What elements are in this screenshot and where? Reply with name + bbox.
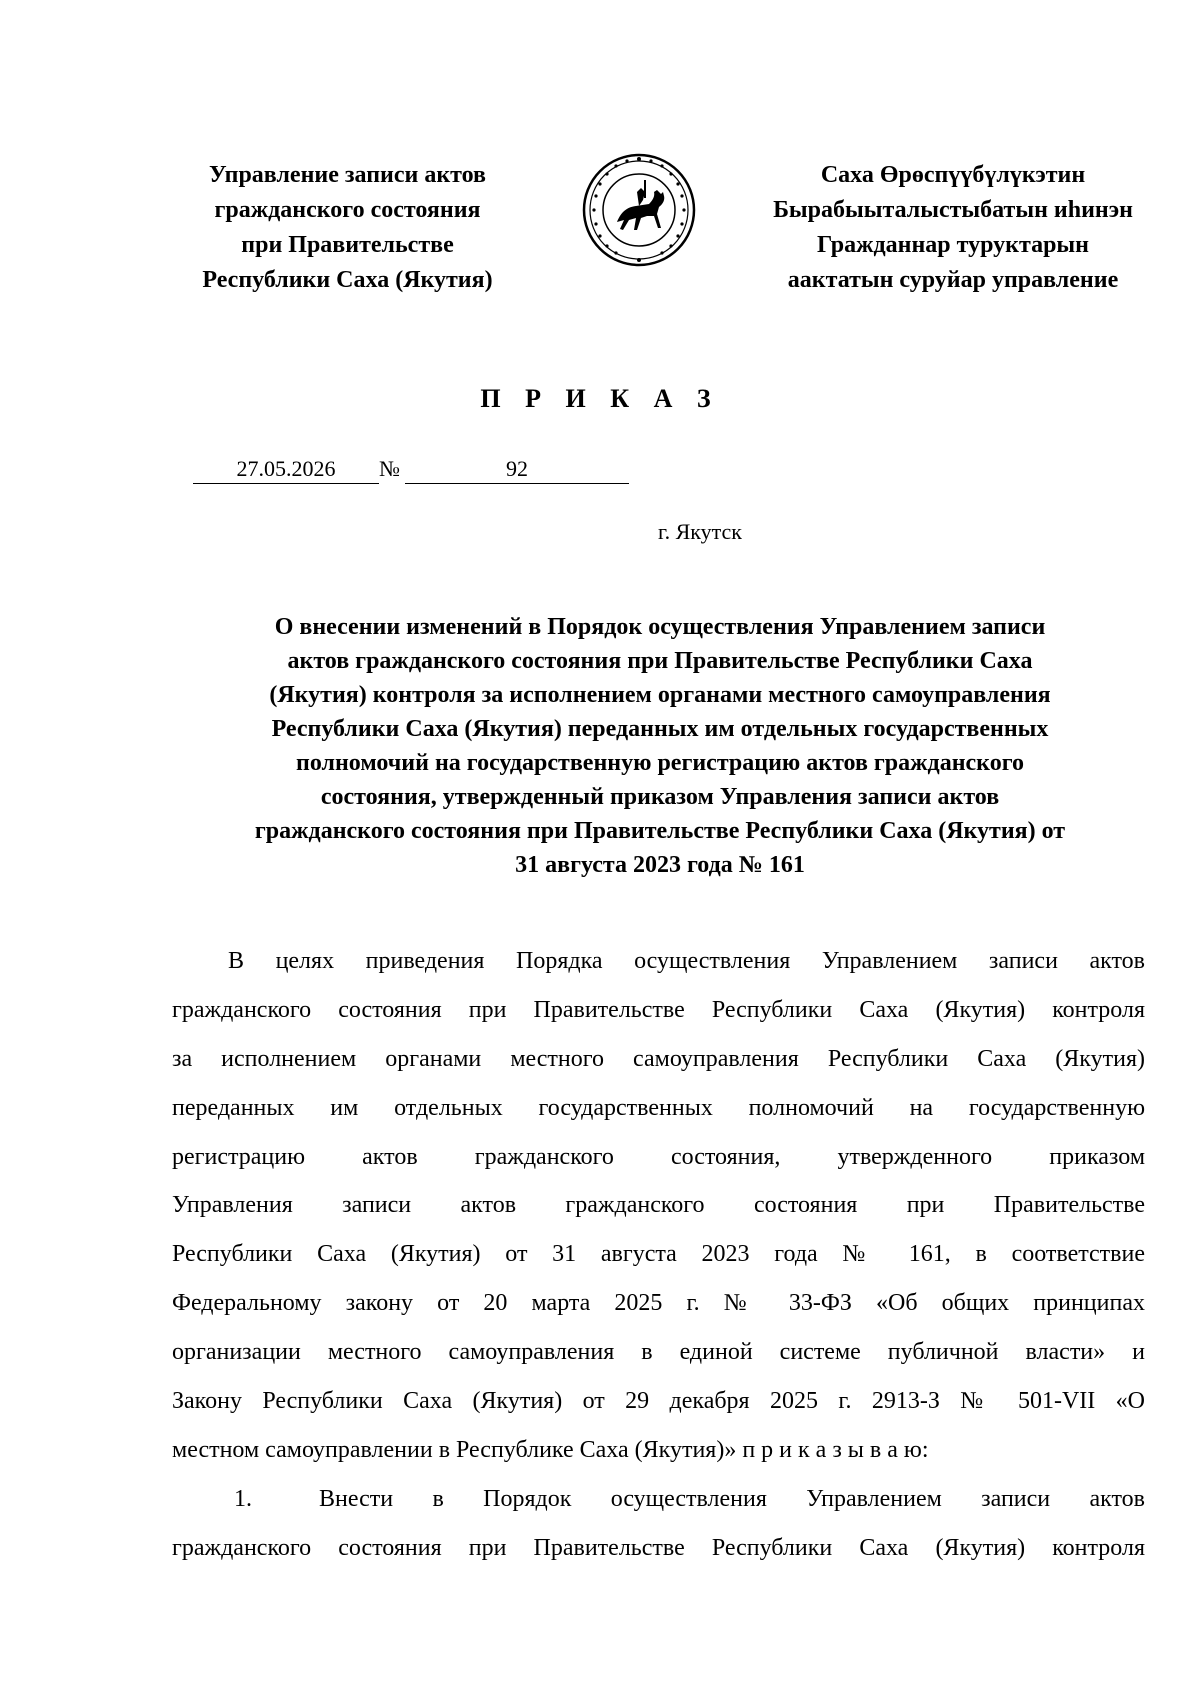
order-date-number-line	[193, 455, 633, 485]
list-item-text: Внести в Порядок осуществления Управлением записи актов	[319, 1485, 1145, 1512]
org-ru-line-3: при Правительстве	[241, 232, 454, 258]
city: г. Якутск	[658, 519, 742, 544]
order-date: 27.05.2026	[193, 455, 379, 484]
subject-line: состояния, утвержденный приказом Управления записи актов	[320, 784, 1000, 810]
org-ru-line-1: Управление записи актов	[208, 162, 487, 188]
list-item-1	[172, 1475, 1145, 1524]
org-ru-line-2: гражданского состояния	[214, 197, 481, 223]
subject-line: гражданского состояния при Правительстве Республики Саха (Якутия) от	[254, 818, 1066, 844]
subject-line: актов гражданского состояния при Правительстве Республики Саха	[287, 648, 1033, 674]
body-line: переданных им отдельных государственных полномочий на государственную	[172, 1094, 1145, 1121]
body-line: В целях приведения Порядка осуществления Управлением записи актов	[228, 948, 1145, 974]
list-item-number: 1.	[234, 1485, 252, 1512]
subject-line: Республики Саха (Якутия) переданных им отдельных государственных	[271, 716, 1049, 742]
body-line: Республики Саха (Якутия) от 31 августа 2023 года № 161, в соответствие	[172, 1241, 1145, 1268]
number-sign: №	[379, 456, 400, 481]
order-body	[172, 937, 1145, 1573]
body-line: регистрацию актов гражданского состояния, утвержденного приказом	[172, 1143, 1145, 1170]
body-line: Управления записи актов гражданского состояния при Правительстве	[172, 1192, 1145, 1219]
org-sah-line-3: Гражданнар туруктарын	[817, 232, 1089, 258]
body-line: Закону Республики Саха (Якутия) от 29 декабря 2025 г. 2913-З № 501-VII «О	[172, 1388, 1145, 1415]
body-line: Федеральному закону от 20 марта 2025 г. № 33-ФЗ «Об общих принципах	[172, 1290, 1145, 1317]
org-sah-line-1: Саха Өрөспүүбүлүкэтин	[820, 162, 1086, 188]
subject-line: О внесении изменений в Порядок осуществления Управлением записи	[274, 614, 1046, 640]
organization-name-ru	[150, 158, 545, 298]
organization-name-sah	[718, 158, 1188, 298]
body-line: за исполнением органами местного самоуправления Республики Саха (Якутия)	[172, 1045, 1145, 1072]
body-line: гражданского состояния при Правительстве Республики Саха (Якутия) контроля	[172, 1534, 1145, 1561]
subject-line: (Якутия) контроля за исполнением органами местного самоуправления	[269, 682, 1051, 708]
org-sah-line-2: Бырабыыталыстыбатын иһинэн	[773, 197, 1133, 223]
subject-line: полномочий на государственную регистрацию актов гражданского	[296, 750, 1024, 776]
org-ru-line-4: Республики Саха (Якутия)	[202, 267, 493, 293]
order-subject	[170, 610, 1150, 882]
org-sah-line-4: аактатын суруйар управление	[787, 267, 1119, 293]
sakha-emblem-icon	[581, 152, 697, 268]
body-line: местном самоуправлении в Республике Саха (Якутия)» п р и к а з ы в а ю:	[172, 1436, 929, 1463]
order-number: 92	[405, 455, 629, 484]
document-title: П Р И К А З	[480, 384, 720, 413]
body-line: организации местного самоуправления в единой системе публичной власти» и	[172, 1339, 1145, 1366]
body-line: гражданского состояния при Правительстве Республики Саха (Якутия) контроля	[172, 996, 1145, 1023]
subject-line: 31 августа 2023 года № 161	[515, 852, 805, 878]
